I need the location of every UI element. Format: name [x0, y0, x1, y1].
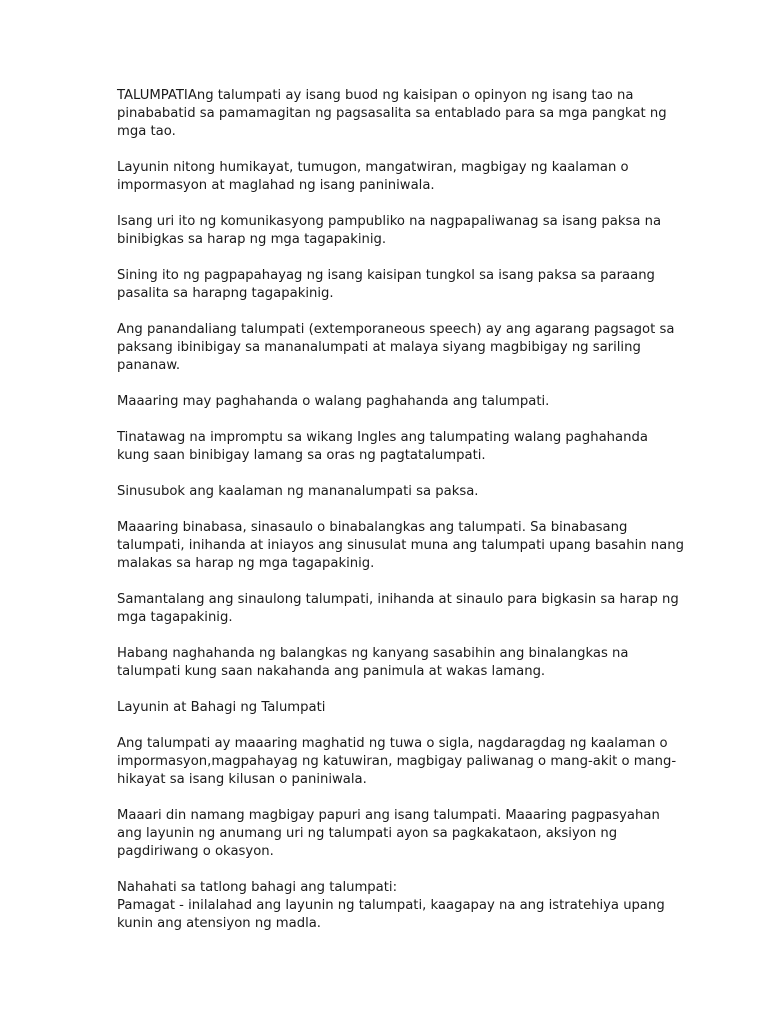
text-line: paksang ibinibigay sa mananalumpati at malaya siyang magbibigay ng sariling: [117, 340, 641, 355]
heading-text: Layunin at Bahagi ng Talumpati: [117, 700, 326, 715]
text-line: mga tagapakinig.: [117, 610, 233, 625]
text-line: pasalita sa harapng tagapakinig.: [117, 286, 334, 301]
paragraph-binalangkas: [117, 645, 657, 681]
text-line: Layunin nitong humikayat, tumugon, mangatwiran, magbigay ng kaalaman o: [117, 160, 629, 175]
text-line: binibigkas sa harap ng mga tagapakinig.: [117, 232, 387, 247]
text-line: kunin ang atensiyon ng madla.: [117, 916, 322, 931]
text-line: Sining ito ng pagpapahayag ng isang kaisipan tungkol sa isang paksa sa paraang: [117, 268, 655, 283]
paragraph-paghahanda: [117, 393, 657, 411]
section-heading: [117, 699, 657, 717]
paragraph-binabasa: [117, 519, 684, 573]
paragraph-sinaulo: [117, 591, 679, 627]
text-line: Pamagat - inilalahad ang layunin ng talumpati, kaagapay na ang istratehiya upang: [117, 898, 665, 913]
text-line: pinababatid sa pamamagitan ng pagsasalita sa entablado para sa mga pangkat ng: [117, 106, 667, 121]
text-line: mga tao.: [117, 124, 176, 139]
text-line: Tinatawag na impromptu sa wikang Ingles ang talumpating walang paghahanda: [117, 430, 648, 445]
text-line: Ang talumpati ay maaaring maghatid ng tuwa o sigla, nagdaragdag ng kaalaman o: [117, 736, 668, 751]
paragraph-layunin: [117, 159, 657, 195]
text-line: Maaaring may paghahanda o walang paghahanda ang talumpati.: [117, 394, 550, 409]
paragraph-impromptu: [117, 429, 657, 465]
paragraph-panandalian: [117, 321, 675, 375]
text-line: Samantalang ang sinaulong talumpati, inihanda at sinaulo para bigkasin sa harap ng: [117, 592, 679, 607]
text-line: malakas sa harap ng mga tagapakinig.: [117, 556, 375, 571]
text-line: TALUMPATIAng talumpati ay isang buod ng kaisipan o opinyon ng isang tao na: [117, 88, 634, 103]
text-line: impormasyon at maglahad ng isang paniniwala.: [117, 178, 435, 193]
text-line: talumpati, inihanda at iniayos ang sinusulat muna ang talumpati upang basahin nang: [117, 538, 684, 553]
paragraph-maghatid: [117, 735, 677, 789]
paragraph-sining: [117, 267, 657, 303]
text-line: Maaari din namang magbigay papuri ang isang talumpati. Maaaring pagpasyahan: [117, 808, 660, 823]
text-line: Ang panandaliang talumpati (extemporaneous speech) ay ang agarang pagsagot sa: [117, 322, 675, 337]
text-line: ang layunin ng anumang uri ng talumpati ayon sa pagkakataon, aksiyon ng: [117, 826, 618, 841]
text-line: pananaw.: [117, 358, 181, 373]
paragraph-bahagi: [117, 879, 665, 933]
text-line: kung saan binibigay lamang sa oras ng pagtatalumpati.: [117, 448, 486, 463]
paragraph-uri: [117, 213, 662, 249]
document-body: [117, 87, 684, 933]
paragraph-sinusubok: [117, 483, 657, 501]
paragraph-intro: [117, 87, 667, 141]
text-line: Sinusubok ang kaalaman ng mananalumpati sa paksa.: [117, 484, 479, 499]
text-line: pagdiriwang o okasyon.: [117, 844, 274, 859]
text-line: Isang uri ito ng komunikasyong pampubliko na nagpapaliwanag sa isang paksa na: [117, 214, 662, 229]
text-line: impormasyon,magpahayag ng katuwiran, magbigay paliwanag o mang-akit o mang-: [117, 754, 677, 769]
text-line: Maaaring binabasa, sinasaulo o binabalangkas ang talumpati. Sa binabasang: [117, 520, 628, 535]
paragraph-papuri: [117, 807, 660, 861]
text-line: Nahahati sa tatlong bahagi ang talumpati:: [117, 880, 398, 895]
text-line: talumpati kung saan nakahanda ang panimula at wakas lamang.: [117, 664, 546, 679]
text-line: Habang naghahanda ng balangkas ng kanyang sasabihin ang binalangkas na: [117, 646, 629, 661]
text-line: hikayat sa isang kilusan o paniniwala.: [117, 772, 367, 787]
